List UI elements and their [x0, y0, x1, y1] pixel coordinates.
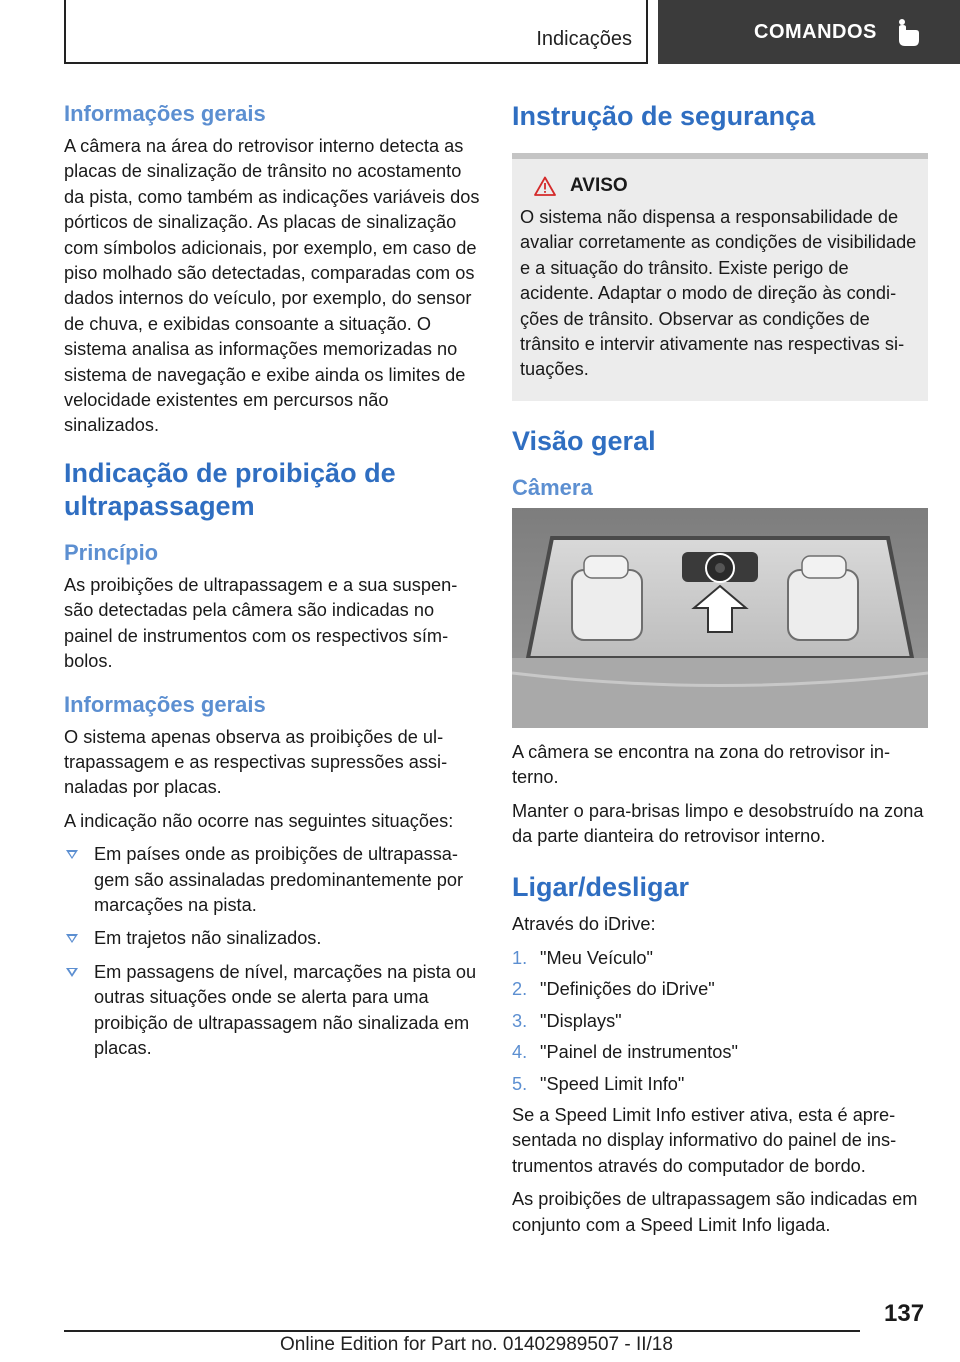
camera-heading: Câmera [512, 474, 593, 500]
principle-text: As proibições de ultrapassagem e a sua suspensão detectadas pela câmera são indicadas no painel de instrumentos com os respectivos símbolos. [64, 574, 458, 672]
header-frame [64, 0, 648, 64]
triangle-bullet-icon [66, 934, 78, 943]
list-item-text: Em países onde as proibições de ultrapassagem são assinaladas predominantemente por marcações na pista. [94, 844, 464, 915]
list-item [512, 977, 928, 1002]
step-text: "Speed Limit Info" [540, 1073, 685, 1094]
step-number: 5. [512, 1073, 528, 1094]
footer-divider [64, 1330, 860, 1332]
triangle-bullet-icon [66, 968, 78, 977]
warning-header [520, 175, 920, 197]
onoff-intro: Através do iDrive: [512, 914, 656, 935]
principle-heading: Princípio [64, 539, 159, 565]
pointing-hand-icon [894, 18, 922, 50]
situations-intro: A indicação não ocorre nas seguintes situações: [64, 810, 454, 831]
overview-heading: Visão geral [512, 425, 656, 456]
warning-title: AVISO [570, 175, 628, 196]
no-overtaking-heading: Indicação de proibição de ultrapassagem [64, 457, 396, 521]
list-item-text: Em trajetos não sinalizados. [94, 928, 322, 949]
warning-triangle-icon [534, 176, 556, 196]
step-number: 1. [512, 947, 528, 968]
safety-heading: Instrução de segurança [512, 101, 816, 131]
triangle-bullet-icon [66, 850, 78, 859]
list-item [64, 926, 480, 951]
list-item [64, 960, 480, 1062]
step-number: 4. [512, 1042, 528, 1063]
camera-caption-1: A câmera se encontra na zona do retrovisor interno. [512, 741, 891, 788]
right-column [512, 100, 928, 1246]
general-info-heading-2: Informações gerais [64, 691, 266, 717]
situations-list [64, 842, 480, 1061]
onoff-heading: Ligar/desligar [512, 872, 690, 903]
general-info-heading: Informações gerais [64, 101, 266, 126]
camera-caption-2: Manter o para-brisas limpo e desobstruído na zona da parte dianteira do retrovisor interno. [512, 800, 924, 847]
step-number: 3. [512, 1010, 528, 1031]
left-column [64, 100, 480, 1069]
page-number: 137 [884, 1300, 925, 1327]
list-item [512, 1040, 928, 1065]
general-info-text: A câmera na área do retrovisor interno detecta as placas de sinalização de trânsito no acostamento da pista, como também as indicações variáveis dos pórticos de sinalização. As placas de sinalização com símbolos adicionais, por exemplo, em caso de piso molhado são detectadas, comparadas com os dados internos do veículo, por exemplo, do sensor de chuva, e exibidas consoante a situação. O sistema analisa as informações memorizadas no sistema de navegação e exibe ainda os limites de velocidade existentes em percursos não sinalizados. [64, 136, 480, 436]
section-label: Indicações [536, 28, 632, 50]
edition-note: Online Edition for Part no. 01402989507 - II/18 [280, 1334, 673, 1355]
onoff-text-1: Se a Speed Limit Info estiver ativa, esta é apresentada no display informativo do painel de instrumentos através do computador de bordo. [512, 1104, 897, 1176]
list-item [64, 842, 480, 918]
warning-box [512, 153, 928, 401]
onoff-text-2: As proibições de ultrapassagem são indicadas em conjunto com a Speed Limit Info ligada. [512, 1189, 918, 1235]
warning-text: O sistema não dispensa a responsabilidade de avaliar corretamente as condições de visibilidade e a situação do trânsito. Existe perigo de acidente. Adaptar o modo de direção às condições de trânsito. Observar as condições de trânsito e intervir ativamente nas respectivas situações. [520, 207, 917, 380]
chapter-tab [658, 0, 960, 64]
general-info-text-2: O sistema apenas observa as proibições de ultrapassagem e as respectivas supressões assinaladas por placas. [64, 726, 448, 798]
list-item [512, 1009, 928, 1034]
list-item [512, 1072, 928, 1097]
step-text: "Painel de instrumentos" [540, 1042, 738, 1063]
step-text: "Definições do iDrive" [540, 979, 715, 1000]
steps-list [512, 946, 928, 1097]
step-text: "Displays" [540, 1010, 622, 1031]
step-text: "Meu Veículo" [540, 947, 654, 968]
list-item-text: Em passagens de nível, marcações na pista ou outras situações onde se alerta para uma proibição de ultrapassagem não sinalizada em placas. [94, 961, 477, 1058]
step-number: 2. [512, 979, 528, 1000]
camera-illustration [512, 508, 928, 728]
list-item [512, 946, 928, 971]
chapter-tab-label: COMANDOS [754, 20, 877, 43]
